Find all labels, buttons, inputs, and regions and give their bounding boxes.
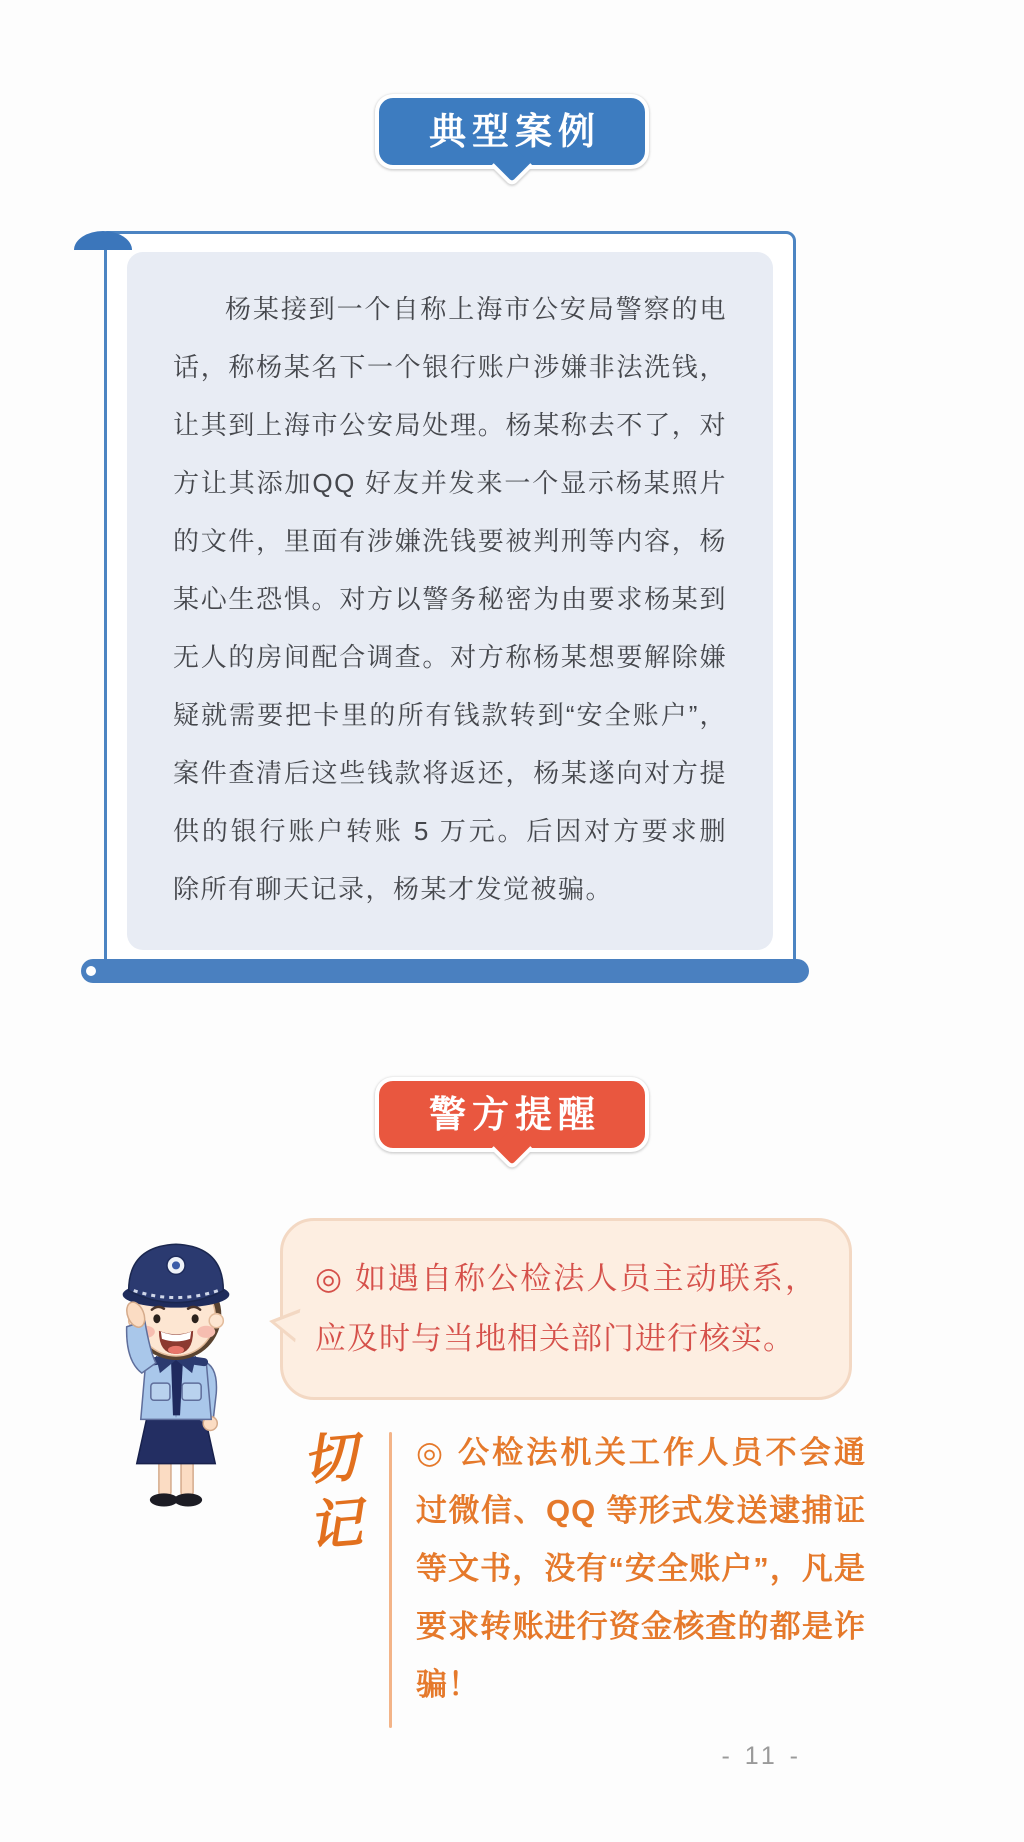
remember-text: ◎ 公检法机关工作人员不会通过微信、QQ 等形式发送逮捕证等文书，没有“安全账户”，凡是要求转账进行资金核查的都是诈骗！ <box>415 1435 866 1702</box>
reminder-content-column <box>280 1180 866 1728</box>
case-text-panel <box>127 252 773 950</box>
case-banner-label: 典型案例 <box>429 112 601 153</box>
paper-roll-curl-icon <box>82 962 100 980</box>
case-banner-wrap <box>0 94 1024 169</box>
anti-fraud-page <box>0 94 1024 1771</box>
remember-block <box>280 1422 866 1728</box>
speech-bubble-text: ◎ 如遇自称公检法人员主动联系，应及时与当地相关部门进行核实。 <box>315 1261 817 1356</box>
paper-roll-icon <box>81 959 809 983</box>
page-number: - 11 - <box>721 1742 802 1770</box>
reminder-row <box>90 1180 1024 1728</box>
remember-label: 切记 <box>292 1427 364 1565</box>
case-paragraph: 杨某接到一个自称上海市公安局警察的电话，称杨某名下一个银行账户涉嫌非法洗钱，让其到上海市公安局处理。杨某称去不了，对方让其添加QQ 好友并发来一个显示杨某照片的文件，里面有涉嫌洗钱要被判刑等内容，杨某心生恐惧。对方以警务秘密为由要求杨某到无人的房间配合调查。对方称杨某想要解除嫌疑就需要把卡里的所有钱款转到“安全账户”，案件查清后这些钱款将返还，杨某遂向对方提供的银行账户转账 5 万元。后因对方要求删除所有聊天记录，杨某才发觉被骗。 <box>173 294 727 904</box>
reminder-banner-label: 警方提醒 <box>429 1095 601 1136</box>
case-banner <box>375 94 649 169</box>
speech-bubble <box>280 1218 852 1400</box>
police-officer-illustration <box>90 1180 262 1728</box>
page-curl-icon <box>74 231 132 250</box>
reminder-banner <box>375 1077 649 1152</box>
vertical-divider <box>389 1432 392 1728</box>
case-paper <box>104 231 796 973</box>
reminder-banner-wrap <box>0 1077 1024 1152</box>
police-officer-svg <box>90 1210 262 1512</box>
